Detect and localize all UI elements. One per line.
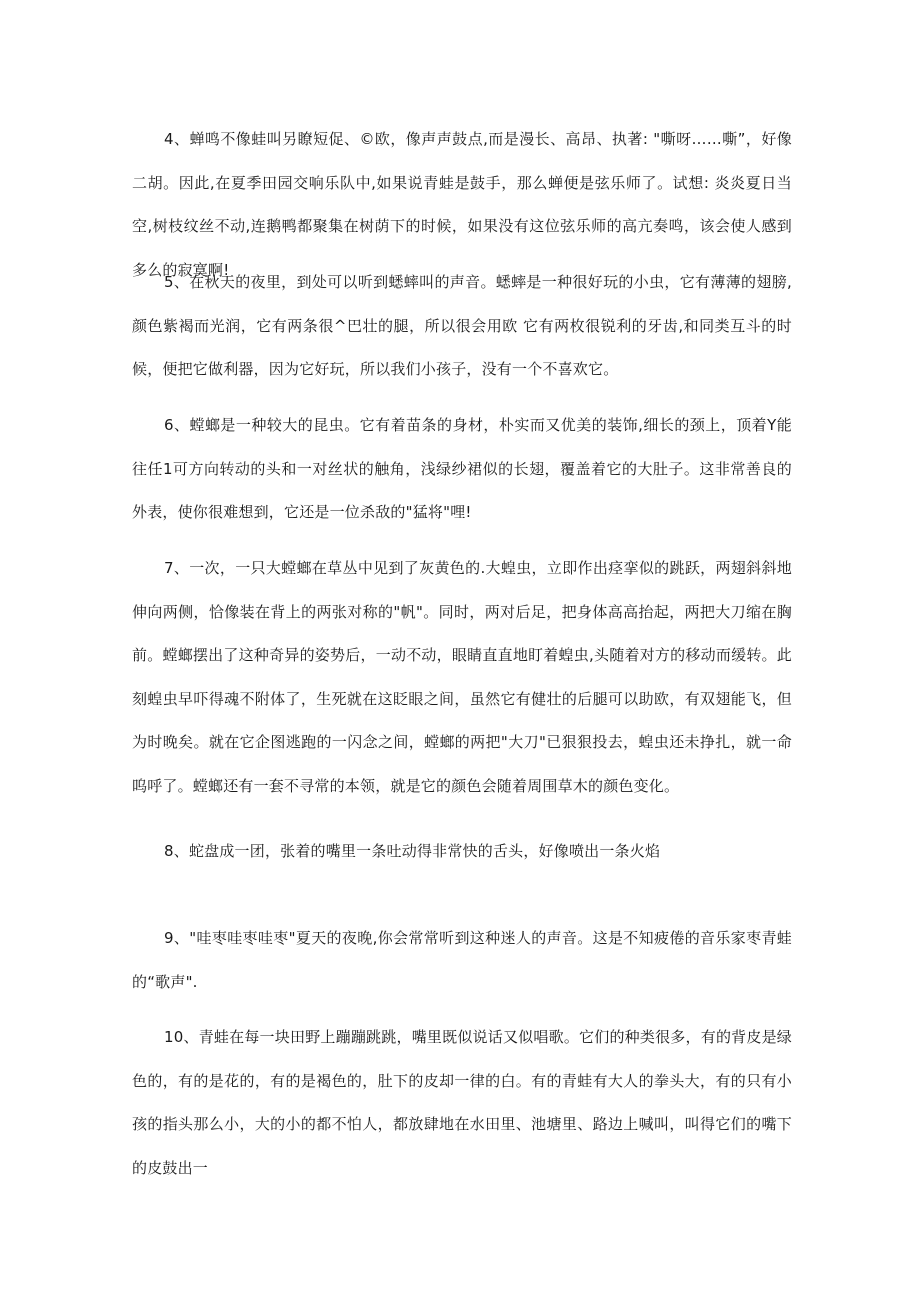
paragraph-8-snake: 8、蛇盘成一团，张着的嘴里一条吐动得非常快的舌头，好像喷出一条火焰	[164, 842, 661, 860]
paragraph-6-mantis: 6、螳螂是一种较大的昆虫。它有着苗条的身材，朴实而又优美的装饰,细长的颈上，顶着Y能往任1可方向转动的头和一对丝状的触角，浅绿纱裙似的长翅，覆盖着它的大肚子。这非常善良的外表，使你很难想到，它还是一位杀敌的"猛将"哩!	[132, 416, 792, 521]
paragraph-10-frogs: 10、青蛙在每一块田野上蹦蹦跳跳，嘴里既似说话又似唱歌。它们的种类很多，有的背皮是绿色的，有的是花的，有的是褐色的，肚下的皮却一律的白。有的青蛙有大人的拳头大，有的只有小孩的指头那么小，大的小的都不怕人，都放肆地在水田里、池塘里、路边上喊叫，叫得它们的嘴下的皮鼓出一	[132, 1028, 792, 1177]
paragraph-4-cicada: 4、蝉鸣不像蛙叫另瞭短促、©欧，像声声鼓点,而是漫长、高昂、执著: "嘶呀……嘶”，好像二胡。因此,在夏季田园交响乐队中,如果说青蛙是鼓手，那么蝉便是弦乐师了。试想: 炎炎夏日当空,树枝纹丝不动,连鹅鸭都聚集在树荫下的时候，如果没有这位弦乐师的高亢奏鸣，该会使人感到多么的寂寞啊!	[132, 130, 792, 279]
paragraph-9-frog-song: 9、"哇枣哇枣哇枣"夏天的夜晚,你会常常听到这种迷人的声音。这是不知疲倦的音乐家枣青蛙的“歌声".	[132, 929, 792, 991]
paragraph-5-cricket: 5、在秋天的夜里，到处可以听到蟋蟀叫的声音。蟋蟀是一种很好玩的小虫，它有薄薄的翅膀,颜色紫褐而光润，它有两条很^巴壮的腿，所以很会用欧 它有两枚很锐利的牙齿,和同类互斗的时候，便把它做利器，因为它好玩，所以我们小孩子，没有一个不喜欢它。	[132, 273, 792, 378]
paragraph-7-mantis-hunt: 7、一次，一只大螳螂在草丛中见到了灰黄色的.大蝗虫，立即作出痉挛似的跳跃，两翅斜斜地伸向两侧，恰像装在背上的两张对称的"帆"。同时，两对后足，把身体高高抬起，两把大刀缩在胸前。螳螂摆出了这种奇异的姿势后，一动不动，眼睛直直地盯着蝗虫,头随着对方的移动而缓转。此刻蝗虫早吓得魂不附体了，生死就在这眨眼之间，虽然它有健壮的后腿可以助欧，有双翅能飞，但为时晚矣。就在它企图逃跑的一闪念之间，螳螂的两把"大刀"已狠狠投去，蝗虫还未挣扎，就一命呜呼了。螳螂还有一套不寻常的本领，就是它的颜色会随着周围草木的颜色变化。	[132, 559, 792, 795]
